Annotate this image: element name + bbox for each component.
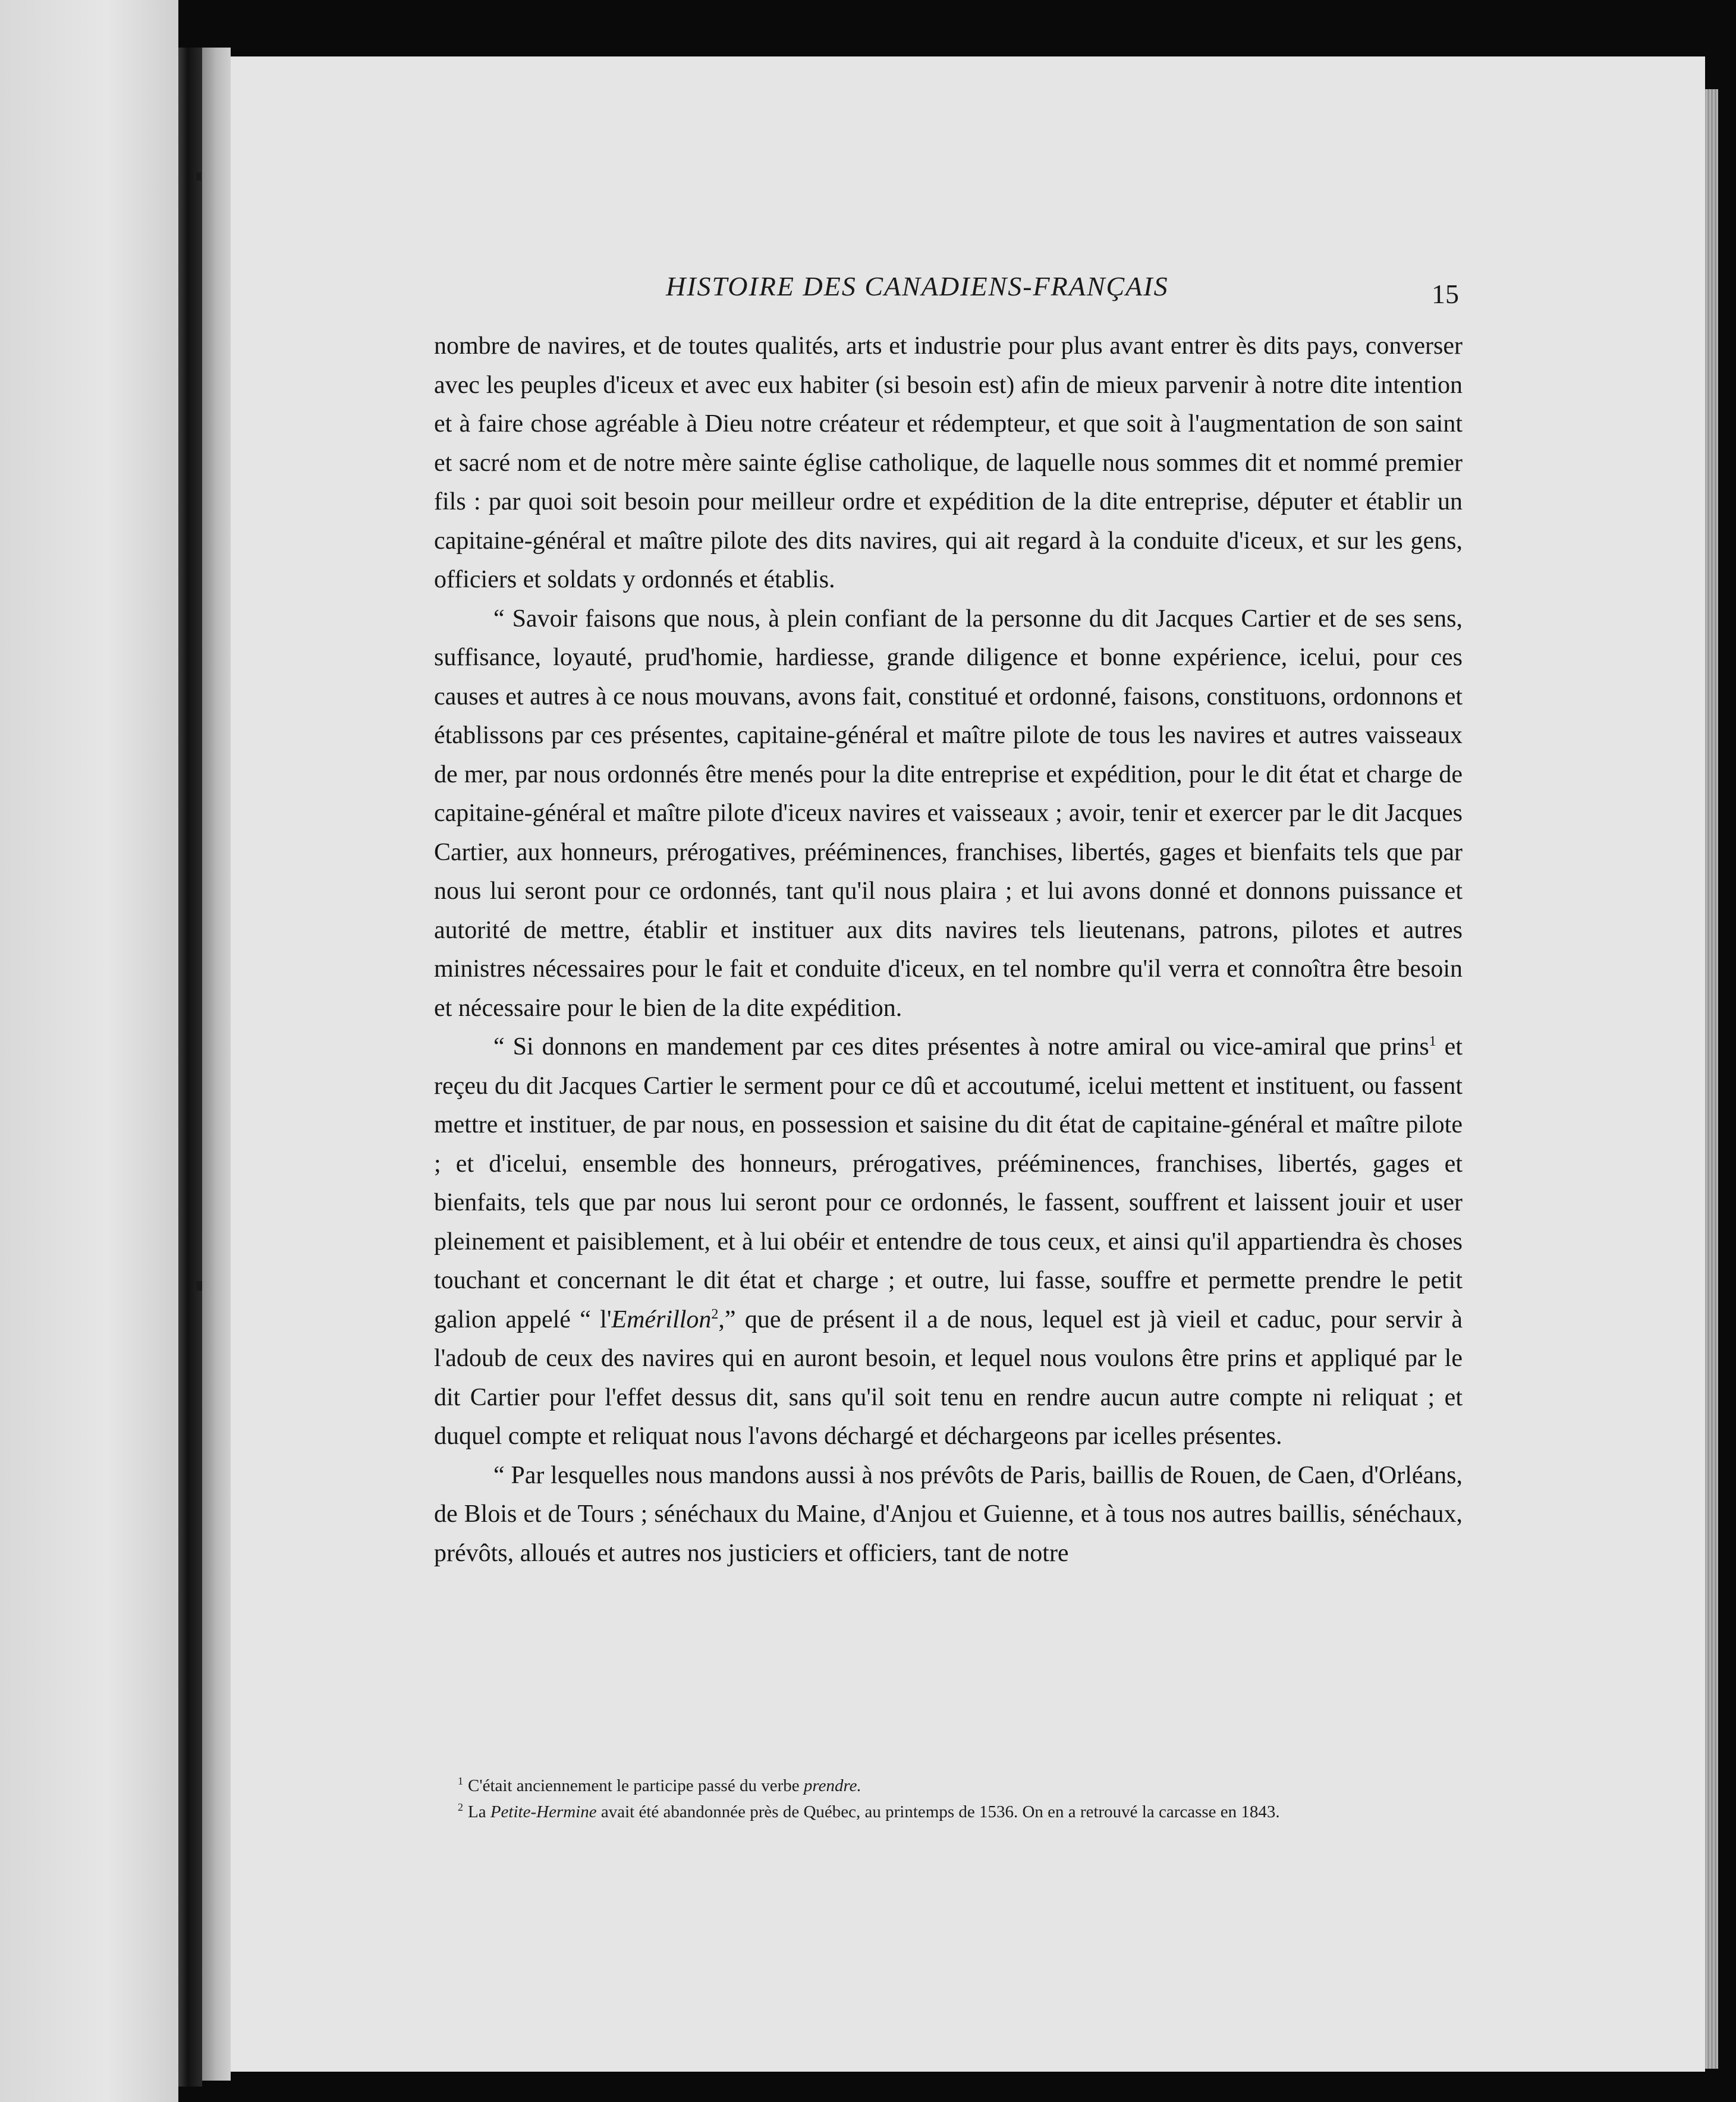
scan-speck [196,172,201,181]
footnote-mark: 1 [458,1775,463,1788]
footnote [458,1799,1468,1825]
book-spine-edge [178,48,202,2087]
footnote-text: La [468,1802,490,1821]
footnote-italic: Petite-Hermine [490,1802,597,1821]
paragraph: “ Savoir faisons que nous, à plein confiant de la personne du dit Jacques Cartier et de ses sens, suffisance, loyauté, prud'homie, hardiesse, grande diligence et bonne expérience, icelui, pour ces causes et autres à ce nous mouvans, avons fait, constitué et ordonné, faisons, constituons, ordonnons et établissons par ces présentes, capitaine-général et maître pilote de tous les navires et autres vaisseaux de mer, par nous ordonnés être menés pour la dite entreprise et expédition, pour le dit état et charge de capitaine-général et maître pilote d'iceux navires et vaisseaux ; avoir, tenir et exercer par le dit Jacques Cartier, aux honneurs, prérogatives, prééminences, franchises, libertés, gages et bienfaits tels que par nous lui seront pour ce ordonnés, tant qu'il nous plaira ; et lui avons donné et donnons puissance et autorité de mettre, établir et instituer aux dits navires tels lieutenans, patrons, pilotes et autres ministres nécessaires pour le fait et conduite d'iceux, en tel nombre qu'il verra et connoîtra être besoin et nécessaire pour le bien de la dite expédition. [434,605,1463,1022]
body-text [434,327,1463,1573]
paragraph: nombre de navires, et de toutes qualités, arts et industrie pour plus avant entrer ès dits pays, converser avec les peuples d'iceux et avec eux habiter (si besoin est) afin de mieux parvenir à notre dite intention et à faire chose agréable à Dieu notre créateur et rédempteur, et que soit à l'augmentation de son saint et sacré nom et de notre mère sainte église catholique, de laquelle nous sommes dit et nommé premier fils : par quoi soit besoin pour meilleur ordre et expédition de la dite entreprise, députer et établir un capitaine-général et maître pilote des dits navires, qui ait regard à la conduite d'iceux, et sur les gens, officiers et soldats y ordonnés et établis. [434,332,1463,593]
footnote-mark: 2 [458,1801,463,1814]
page-stack-edge [1705,89,1718,2069]
footnote-ref: 1 [1429,1034,1436,1049]
running-title: HISTOIRE DES CANADIENS-FRANÇAIS [666,271,1169,301]
footnote-ref: 2 [711,1306,719,1322]
paragraph [434,1028,1463,1456]
footnote-text: C'était anciennement le participe passé du verbe [468,1776,804,1795]
ship-name: Emérillon [611,1305,712,1333]
footnote [458,1773,1468,1799]
text-run: ,” que de présent il a de nous, lequel est jà vieil et caduc, pour servir à l'adoub de ceux des navires qui en auront besoin, et lequel nous voulons être prins et appliqué par le dit Cartier pour l'effet dessus dit, sans qu'il soit tenu en rendre aucun autre compte ni reliquat ; et duquel compte et reliquat nous l'avons déchargé et déchargeons par icelles présentes. [434,1305,1463,1450]
footnotes [458,1773,1468,1825]
page-gutter [202,48,231,2081]
left-page-margin [0,0,178,2102]
footnote-italic: prendre. [803,1776,861,1795]
footnote-text: avait été abandonnée près de Québec, au printemps de 1536. On en a retrouvé la carcasse en 1843. [596,1802,1280,1821]
page-number: 15 [1432,279,1459,309]
text-run: et reçeu du dit Jacques Cartier le serment pour ce dû et accoutumé, icelui mettent et instituent, ou fassent mettre et instituer, de par nous, en possession et saisine du dit état de capitaine-général et maître pilote ; et d'icelui, ensemble des honneurs, prérogatives, prééminences, franchises, libertés, gages et bienfaits, tels que par nous lui seront pour ce ordonnés, le fassent, souffrent et laissent jouir et user pleinement et paisiblement, et à lui obéir et entendre de tous ceux, et ainsi qu'il appartiendra ès choses touchant et concernant le dit état et charge ; et outre, lui fasse, souffre et permette prendre le petit galion appelé “ l' [434,1033,1463,1333]
paragraph: “ Par lesquelles nous mandons aussi à nos prévôts de Paris, baillis de Rouen, de Caen, d'Orléans, de Blois et de Tours ; sénéchaux du Maine, d'Anjou et Guienne, et à tous nos autres baillis, sénéchaux, prévôts, alloués et autres nos justiciers et officiers, tant de notre [434,1461,1463,1567]
scan-speck [196,1281,202,1291]
text-run: “ Si donnons en mandement par ces dites présentes à notre amiral ou vice-amiral que prins [493,1033,1429,1061]
